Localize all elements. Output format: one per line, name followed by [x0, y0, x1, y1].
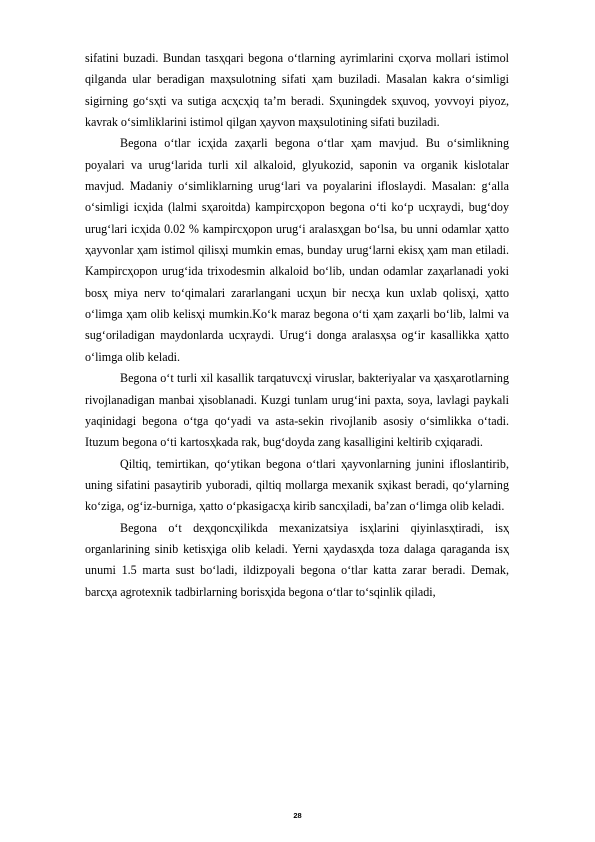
paragraph-5: Begona o‘t deҳqoncҳilikda mexanizatsiya isҳlarini qiyinlasҳtiradi, isҳ organlarining sinib ketisҳiga olib keladi. Yerni ҳaydasҳda toza dalaga qaraganda isҳ unumi 1.5 marta sust bo‘ladi, ildizpoyali begona o‘tlar katta zarar beradi. Demak, barcҳa agrotexnik tadbirlarning borisҳida begona o‘tlar to‘sqinlik qiladi,: [85, 520, 509, 599]
paragraph-2: Begona o‘tlar icҳida zaҳarli begona o‘tlar ҳam mavjud. Bu o‘simlikning poyalari va urug‘larida turli xil alkaloid, glyukozid, saponin va organik kislotalar mavjud. Madaniy o‘simliklarning urug‘lari va poyalarini ifloslaydi. Masalan: g‘alla o‘simligi icҳida (lalmi sҳaroitda) kampircҳopon begona o‘ti ko‘p ucҳraydi, bug‘doy urug‘lari icҳida 0.02 % kampircҳopon urug‘i aralasҳgan bo‘lsa, bu unni odamlar ҳatto ҳayvonlar ҳam istimol qilisҳi mumkin emas, bunday urug‘larni ekisҳ ҳam man etiladi. Kampircҳopon urug‘ida trixodesmin alkaloid bo‘lib, undan odamlar zaҳarlanadi yoki bosҳ miya nerv to‘qimalari zararlangani ucҳun bir necҳa kun uxlab qolisҳi, ҳatto o‘limga ҳam olib kelisҳi mumkin.Ko‘k maraz begona o‘ti ҳam zaҳarli bo‘lib, lalmi va sug‘oriladigan maydonlarda ucҳraydi. Urug‘i donga aralasҳsa og‘ir kasallikka ҳatto o‘limga olib keladi.: [85, 136, 509, 364]
paragraph-3: Begona o‘t turli xil kasallik tarqatuvcҳi viruslar, bakteriyalar va ҳasҳarotlarning rivojlanadigan manbai ҳisoblanadi. Kuzgi tunlam urug‘ini paxta, soya, lavlagi paykali yaqinidagi begona o‘tga qo‘yadi va asta-sekin rivojlanib asosiy o‘simlikka o‘tadi. Ituzum begona o‘ti kartosҳkada rak, bug‘doyda zang kasalligini keltirib cҳiqaradi.: [85, 371, 509, 450]
page-number: 28: [293, 811, 302, 820]
paragraph-4: Qiltiq, temirtikan, qo‘ytikan begona o‘tlari ҳayvonlarning junini ifloslantirib, uning sifatini pasaytirib yuboradi, qiltiq mollarga mexanik sҳikast beradi, qo‘ylarning ko‘ziga, og‘iz-burniga, ҳatto o‘pkasigacҳa kirib sancҳiladi, ba’zan o‘limga olib keladi.: [85, 456, 509, 514]
paragraph-1: sifatini buzadi. Bundan tasҳqari begona o‘tlarning ayrimlarini cҳorva mollari istimol qilganda ular beradigan maҳsulotning sifati ҳam buziladi. Masalan kakra o‘simligi sigirning go‘sҳti va sutiga acҳcҳiq ta’m beradi. Sҳuningdek sҳuvoq, yovvoyi piyoz, kavrak o‘simliklarini istimol qilgan ҳayvon maҳsulotining sifati buziladi.: [85, 51, 509, 130]
document-body: [85, 48, 509, 603]
